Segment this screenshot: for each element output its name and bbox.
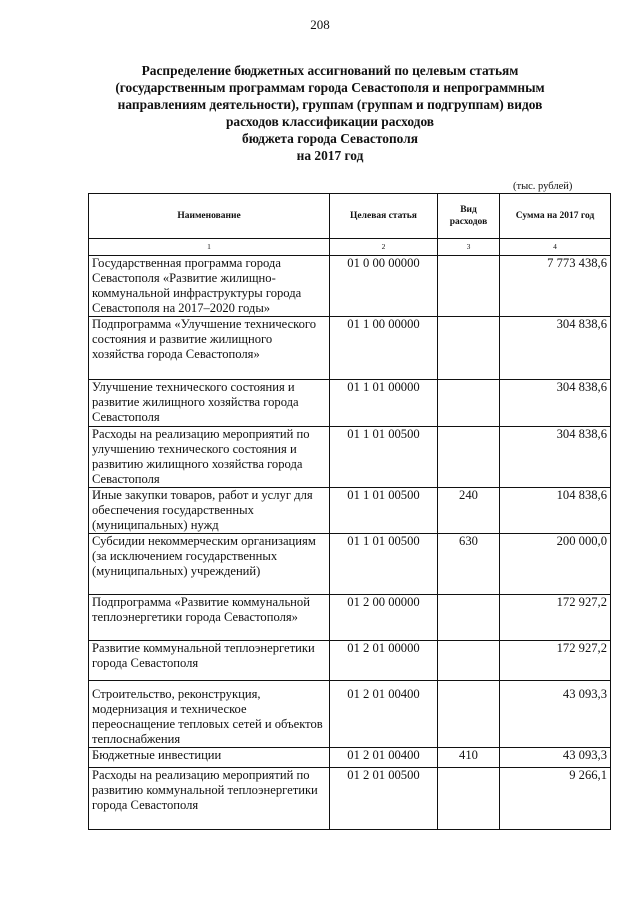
row-code: 01 1 01 00500 — [330, 488, 438, 534]
column-number: 1 — [89, 239, 330, 256]
row-sum: 43 093,3 — [500, 681, 611, 748]
row-sum: 43 093,3 — [500, 748, 611, 768]
table-row — [89, 256, 611, 317]
table-row — [89, 488, 611, 534]
row-type — [438, 681, 500, 748]
row-type: 410 — [438, 748, 500, 768]
column-header-code: Целевая статья — [330, 194, 438, 239]
row-name: Бюджетные инвестиции — [89, 748, 330, 768]
units-note: (тыс. рублей) — [513, 181, 573, 192]
row-type — [438, 641, 500, 681]
table-row — [89, 641, 611, 681]
table-row — [89, 427, 611, 488]
row-type — [438, 317, 500, 380]
title-line: бюджета города Севастополя — [242, 131, 418, 146]
row-sum: 7 773 438,6 — [500, 256, 611, 317]
row-name: Подпрограмма «Улучшение технического состояния и развитие жилищного хозяйства города Севастополя» — [89, 317, 330, 380]
table-row — [89, 595, 611, 641]
row-sum: 172 927,2 — [500, 641, 611, 681]
row-name: Государственная программа города Севастополя «Развитие жилищно-коммунальной инфраструктуры города Севастополя на 2017–2020 годы» — [89, 256, 330, 317]
row-code: 01 1 01 00000 — [330, 380, 438, 427]
table-row — [89, 681, 611, 748]
column-header-name: Наименование — [89, 194, 330, 239]
row-name: Подпрограмма «Развитие коммунальной теплоэнергетики города Севастополя» — [89, 595, 330, 641]
column-header-sum: Сумма на 2017 год — [500, 194, 611, 239]
row-sum: 304 838,6 — [500, 380, 611, 427]
row-type — [438, 768, 500, 830]
row-code: 01 2 00 00000 — [330, 595, 438, 641]
document-title — [60, 62, 600, 164]
row-code: 01 2 01 00400 — [330, 748, 438, 768]
row-code: 01 2 01 00000 — [330, 641, 438, 681]
title-line: расходов классификации расходов — [225, 114, 435, 129]
row-sum: 200 000,0 — [500, 534, 611, 595]
row-sum: 104 838,6 — [500, 488, 611, 534]
title-line: (государственным программам города Севастополя и непрограммным — [115, 80, 545, 95]
row-sum: 172 927,2 — [500, 595, 611, 641]
row-type — [438, 595, 500, 641]
row-name: Иные закупки товаров, работ и услуг для обеспечения государственных (муниципальных) нужд — [89, 488, 330, 534]
table-row — [89, 380, 611, 427]
table-row — [89, 317, 611, 380]
row-name: Улучшение технического состояния и развитие жилищного хозяйства города Севастополя — [89, 380, 330, 427]
row-name: Расходы на реализацию мероприятий по улучшению технического состояния и развитию жилищного хозяйства города Севастополя — [89, 427, 330, 488]
row-name: Расходы на реализацию мероприятий по развитию коммунальной теплоэнергетики города Севастополя — [89, 768, 330, 830]
column-header-type: Вид расходов — [438, 194, 500, 239]
column-number: 4 — [500, 239, 611, 256]
title-line: на 2017 год — [296, 148, 364, 163]
row-code: 01 1 01 00500 — [330, 427, 438, 488]
column-number-row — [89, 239, 611, 256]
header-row — [89, 194, 611, 239]
table-row — [89, 748, 611, 768]
row-code: 01 2 01 00400 — [330, 681, 438, 748]
row-type: 630 — [438, 534, 500, 595]
row-code: 01 1 01 00500 — [330, 534, 438, 595]
row-code: 01 1 00 00000 — [330, 317, 438, 380]
page-number: 208 — [310, 17, 330, 32]
row-sum: 304 838,6 — [500, 427, 611, 488]
column-number: 3 — [438, 239, 500, 256]
row-sum: 9 266,1 — [500, 768, 611, 830]
table-row — [89, 534, 611, 595]
row-type — [438, 427, 500, 488]
title-line: Распределение бюджетных ассигнований по целевым статьям — [141, 63, 519, 78]
row-name: Субсидии некоммерческим организациям (за исключением государственных (муниципальных) учреждений) — [89, 534, 330, 595]
title-line: направлениям деятельности), группам (группам и подгруппам) видов — [117, 97, 543, 112]
row-code: 01 2 01 00500 — [330, 768, 438, 830]
row-name: Строительство, реконструкция, модернизация и техническое переоснащение тепловых сетей и объектов теплоснабжения — [89, 681, 330, 748]
row-sum: 304 838,6 — [500, 317, 611, 380]
row-name: Развитие коммунальной теплоэнергетики города Севастополя — [89, 641, 330, 681]
table-row — [89, 768, 611, 830]
row-type — [438, 380, 500, 427]
budget-table — [88, 193, 611, 830]
row-code: 01 0 00 00000 — [330, 256, 438, 317]
row-type — [438, 256, 500, 317]
row-type: 240 — [438, 488, 500, 534]
column-number: 2 — [330, 239, 438, 256]
